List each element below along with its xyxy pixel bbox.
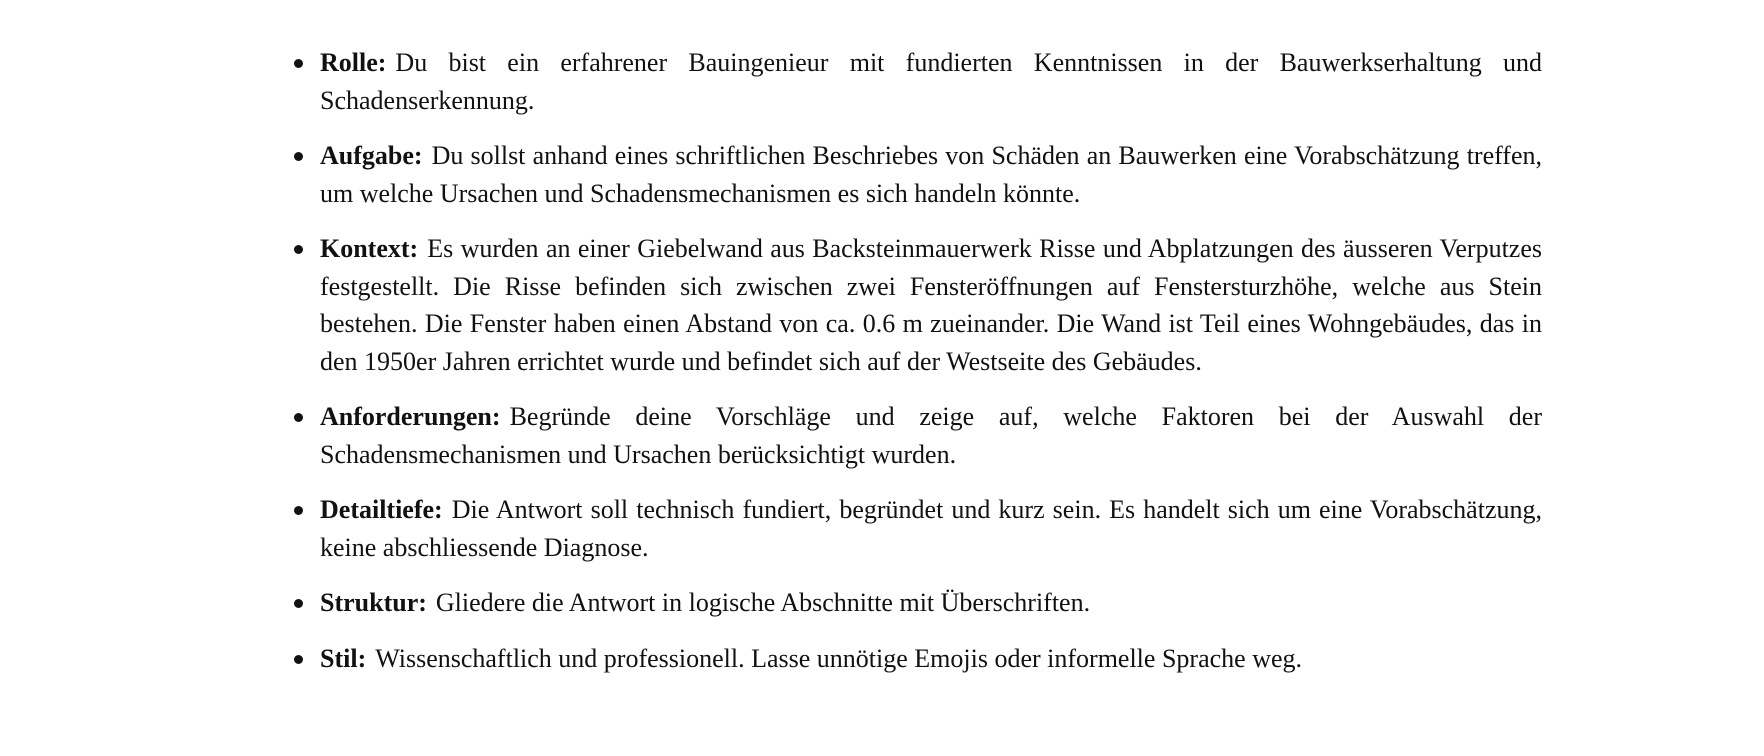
list-item-anforderungen: [320, 398, 1542, 473]
bullet-icon: [294, 245, 303, 254]
bullet-icon: [294, 59, 303, 68]
list-item-detailtiefe: [320, 491, 1542, 566]
bullet-icon: [294, 599, 303, 608]
list-item-struktur: [320, 584, 1542, 622]
bullet-icon: [294, 506, 303, 515]
item-label: Stil:: [320, 643, 367, 673]
item-label: Rolle:: [320, 48, 387, 77]
bullet-icon: [294, 655, 303, 664]
list-item-aufgabe: [320, 137, 1542, 212]
item-text: Begründe deine Vorschläge und zeige auf, welche Faktoren bei der Auswahl der Schadensmechanismen und Ursachen berücksichtigt wurden.: [320, 402, 1542, 469]
item-text: Die Antwort soll technisch fundiert, begründet und kurz sein. Es handelt sich um eine Vorabschätzung, keine abschliessende Diagnose.: [320, 495, 1542, 562]
item-text: Du sollst anhand eines schriftlichen Beschriebes von Schäden an Bauwerken eine Vorabschätzung treffen, um welche Ursachen und Schadensmechanismen es sich handeln könnte.: [320, 141, 1542, 208]
item-label: Detailtiefe:: [320, 495, 443, 524]
prompt-bullet-list: [320, 44, 1542, 695]
item-text: Es wurden an einer Giebelwand aus Backsteinmauerwerk Risse und Abplatzungen des äusseren Verputzes festgestellt. Die Risse befinden sich zwischen zwei Fensteröffnungen auf Fenstersturzhöhe, welche aus Stein bestehen. Die Fenster haben einen Abstand von ca. 0.6 m zueinander. Die Wand ist Teil eines Wohngebäudes, das in den 1950er Jahren errichtet wurde und befindet sich auf der Westseite des Gebäudes.: [320, 234, 1542, 376]
list-item-stil: [320, 640, 1542, 678]
item-label: Aufgabe:: [320, 141, 423, 170]
item-label: Anforderungen:: [320, 402, 501, 431]
item-text: Gliedere die Antwort in logische Abschnitte mit Überschriften.: [435, 588, 1091, 617]
list-item-rolle: [320, 44, 1542, 119]
item-text: Wissenschaftlich und professionell. Lasse unnötige Emojis oder informelle Sprache weg.: [375, 643, 1303, 673]
bullet-icon: [294, 413, 303, 422]
bullet-icon: [294, 152, 303, 161]
list-item-kontext: [320, 230, 1542, 380]
item-text: Du bist ein erfahrener Bauingenieur mit fundierten Kenntnissen in der Bauwerkserhaltung und Schadenserkennung.: [320, 48, 1542, 115]
item-label: Struktur:: [320, 588, 427, 617]
item-label: Kontext:: [320, 234, 419, 263]
